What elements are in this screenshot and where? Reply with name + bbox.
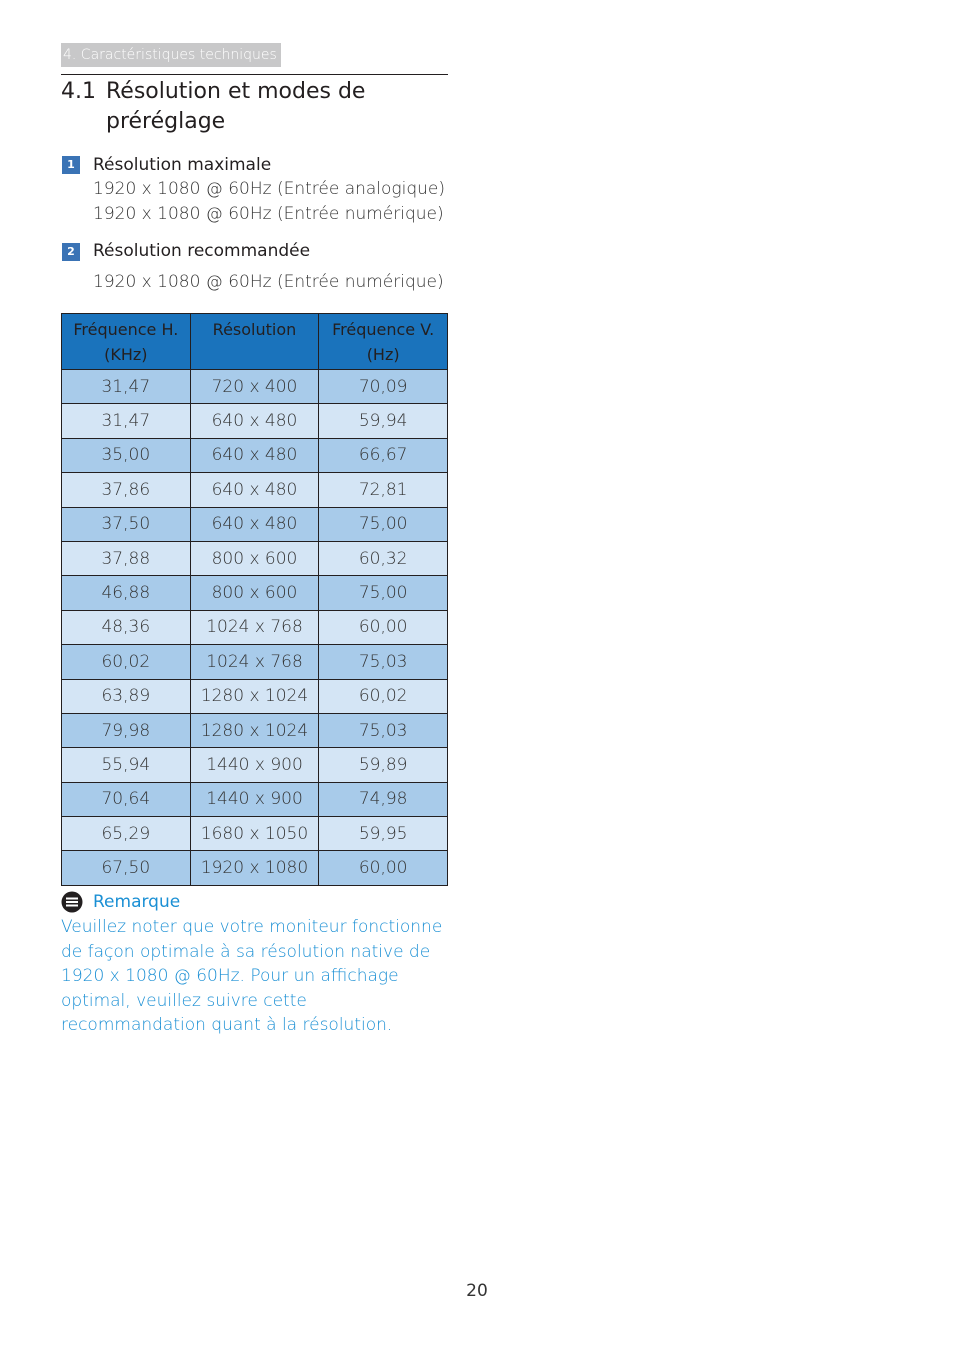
- note-icon: [61, 891, 83, 913]
- recommended-resolution-title: Résolution recommandée: [93, 241, 311, 261]
- v-frequency-cell: 70,09: [319, 370, 448, 404]
- preset-modes-table: [61, 313, 448, 886]
- table-row: [62, 541, 448, 575]
- resolution-cell: 720 x 400: [190, 370, 319, 404]
- table-row: [62, 370, 448, 404]
- table-row: [62, 748, 448, 782]
- resolution-cell: 640 x 480: [190, 473, 319, 507]
- v-frequency-cell: 59,95: [319, 817, 448, 851]
- h-frequency-cell: 46,88: [62, 576, 191, 610]
- table-row: [62, 576, 448, 610]
- table-row: [62, 473, 448, 507]
- v-frequency-cell: 74,98: [319, 782, 448, 816]
- h-frequency-cell: 67,50: [62, 851, 191, 885]
- table-header-row: [62, 314, 448, 370]
- table-row: [62, 679, 448, 713]
- table-row: [62, 817, 448, 851]
- resolution-cell: 1280 x 1024: [190, 713, 319, 747]
- note-body: Veuillez noter que votre moniteur fonctionne de façon optimale à sa résolution native de 1920 x 1080 @ 60Hz. Pour un affichage optimal, veuillez suivre cette recommandation quant à la résolution.: [61, 917, 443, 1035]
- step-badge-1: 1: [62, 156, 80, 174]
- table-row: [62, 438, 448, 472]
- v-frequency-cell: 60,02: [319, 679, 448, 713]
- note-title: Remarque: [93, 892, 181, 912]
- resolution-cell: 640 x 480: [190, 438, 319, 472]
- resolution-cell: 800 x 600: [190, 576, 319, 610]
- h-frequency-cell: 37,88: [62, 541, 191, 575]
- table-row: [62, 610, 448, 644]
- resolution-cell: 1920 x 1080: [190, 851, 319, 885]
- v-frequency-cell: 75,03: [319, 713, 448, 747]
- v-frequency-cell: 75,00: [319, 507, 448, 541]
- v-frequency-cell: 75,03: [319, 645, 448, 679]
- resolution-cell: 640 x 480: [190, 404, 319, 438]
- resolution-cell: 1024 x 768: [190, 610, 319, 644]
- header-v-frequency: Fréquence V. (Hz): [319, 314, 448, 370]
- chapter-tag: 4. Caractéristiques techniques: [61, 43, 281, 67]
- h-frequency-cell: 65,29: [62, 817, 191, 851]
- table-row: [62, 645, 448, 679]
- table-row: [62, 851, 448, 885]
- max-resolution-title: Résolution maximale: [93, 155, 272, 175]
- max-resolution-analog: 1920 x 1080 @ 60Hz (Entrée analogique): [93, 179, 446, 199]
- h-frequency-cell: 37,50: [62, 507, 191, 541]
- h-frequency-cell: 60,02: [62, 645, 191, 679]
- v-frequency-cell: 60,00: [319, 610, 448, 644]
- page-number: 20: [466, 1281, 488, 1301]
- v-frequency-cell: 75,00: [319, 576, 448, 610]
- recommended-resolution-value: 1920 x 1080 @ 60Hz (Entrée numérique): [93, 272, 444, 292]
- table-row: [62, 713, 448, 747]
- table-row: [62, 507, 448, 541]
- v-frequency-cell: 66,67: [319, 438, 448, 472]
- h-frequency-cell: 31,47: [62, 404, 191, 438]
- h-frequency-cell: 70,64: [62, 782, 191, 816]
- h-frequency-cell: 48,36: [62, 610, 191, 644]
- table-row: [62, 782, 448, 816]
- step-badge-2: 2: [62, 243, 80, 261]
- header-h-frequency: Fréquence H. (KHz): [62, 314, 191, 370]
- v-frequency-cell: 60,32: [319, 541, 448, 575]
- section-number: 4.1: [61, 79, 96, 104]
- h-frequency-cell: 79,98: [62, 713, 191, 747]
- section-title: Résolution et modes de préréglage: [106, 79, 366, 134]
- h-frequency-cell: 37,86: [62, 473, 191, 507]
- table-body: [62, 370, 448, 886]
- resolution-cell: 1280 x 1024: [190, 679, 319, 713]
- resolution-cell: 800 x 600: [190, 541, 319, 575]
- v-frequency-cell: 60,00: [319, 851, 448, 885]
- resolution-cell: 1440 x 900: [190, 782, 319, 816]
- table-row: [62, 404, 448, 438]
- section-divider: [61, 74, 448, 75]
- v-frequency-cell: 59,89: [319, 748, 448, 782]
- resolution-cell: 1680 x 1050: [190, 817, 319, 851]
- h-frequency-cell: 31,47: [62, 370, 191, 404]
- resolution-cell: 1440 x 900: [190, 748, 319, 782]
- header-resolution: Résolution: [190, 314, 319, 370]
- resolution-cell: 1024 x 768: [190, 645, 319, 679]
- v-frequency-cell: 72,81: [319, 473, 448, 507]
- h-frequency-cell: 35,00: [62, 438, 191, 472]
- h-frequency-cell: 63,89: [62, 679, 191, 713]
- v-frequency-cell: 59,94: [319, 404, 448, 438]
- resolution-cell: 640 x 480: [190, 507, 319, 541]
- h-frequency-cell: 55,94: [62, 748, 191, 782]
- max-resolution-digital: 1920 x 1080 @ 60Hz (Entrée numérique): [93, 204, 444, 224]
